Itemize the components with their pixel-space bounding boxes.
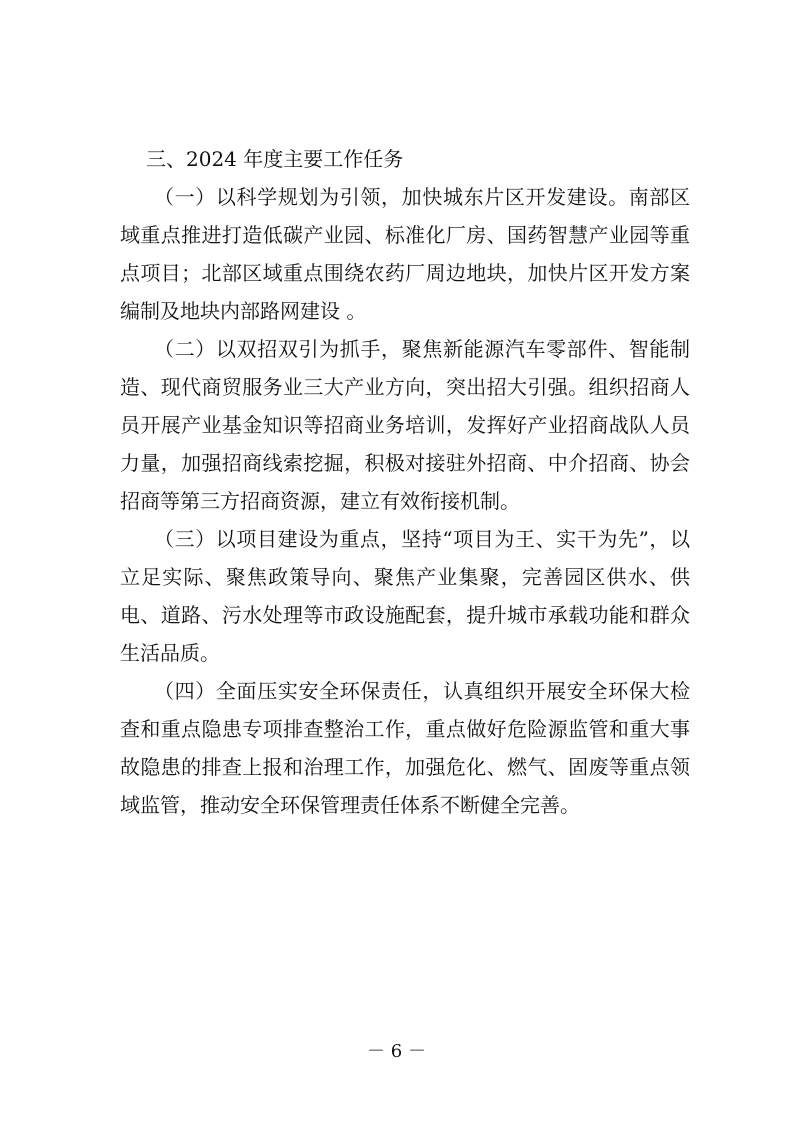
paragraph-4: （四）全面压实安全环保责任，认真组织开展安全环保大检查和重点隐患专项排查整治工作，重点做好危险源监管和重大事故隐患的排查上报和治理工作，加强危化、燃气、固废等重点领域监管，推动安全环保管理责任体系不断健全完善。 xyxy=(120,679,690,817)
section-heading: 三、2024 年度主要工作任务 xyxy=(146,147,404,171)
page-number: － 6 － xyxy=(367,1041,426,1062)
paragraph-3: （三）以项目建设为重点，坚持“项目为王、实干为先”，以立足实际、聚焦政策导向、聚焦产业集聚，完善园区供水、供电、道路、污水处理等市政设施配套，提升城市承载功能和群众生活品质。 xyxy=(120,527,690,665)
paragraph-1: （一）以科学规划为引领，加快城东片区开发建设。南部区域重点推进打造低碳产业园、标准化厂房、国药智慧产业园等重点项目；北部区域重点围绕农药厂周边地块，加快片区开发方案编制及地块内部路网建设 。 xyxy=(120,185,690,323)
paragraph-2: （二）以双招双引为抓手，聚焦新能源汽车零部件、智能制造、现代商贸服务业三大产业方向，突出招大引强。组织招商人员开展产业基金知识等招商业务培训，发挥好产业招商战队人员力量，加强招商线索挖掘，积极对接驻外招商、中介招商、协会招商等第三方招商资源，建立有效衔接机制。 xyxy=(120,337,690,513)
document-body xyxy=(120,140,690,824)
